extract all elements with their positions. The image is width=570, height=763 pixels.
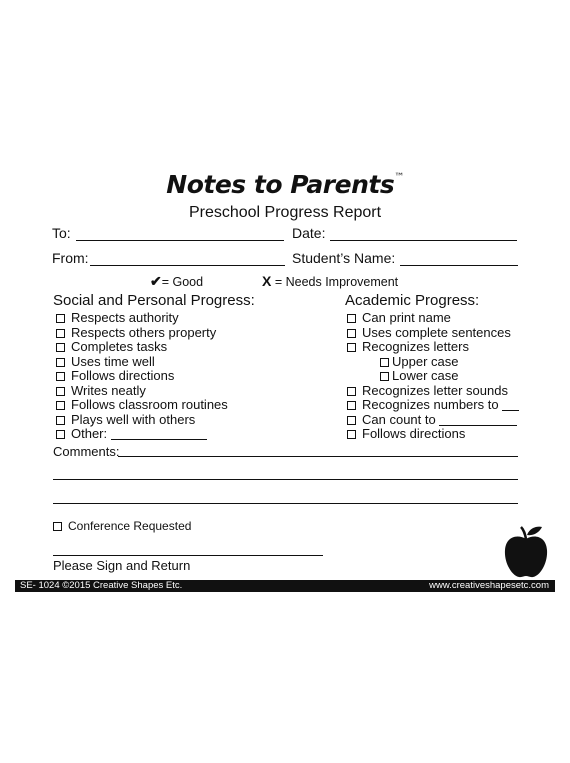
checkbox[interactable] — [56, 372, 65, 381]
list-item — [56, 311, 228, 326]
checkbox[interactable] — [347, 387, 356, 396]
checkbox[interactable] — [380, 358, 389, 367]
checkbox[interactable] — [56, 358, 65, 367]
legend-needs-label: = Needs Improvement — [274, 275, 399, 289]
item-label: Recognizes letters — [362, 339, 469, 354]
item-label: Respects others property — [71, 324, 217, 340]
list-item — [347, 384, 519, 399]
x-mark-icon: X — [262, 273, 272, 289]
legend-good — [150, 273, 203, 290]
checkbox[interactable] — [56, 314, 65, 323]
trademark: ™ — [394, 172, 404, 183]
list-item — [347, 398, 519, 413]
date-label: Date: — [292, 225, 326, 241]
checkbox[interactable] — [347, 314, 356, 323]
list-item — [56, 427, 228, 442]
conference-checkbox[interactable] — [53, 522, 62, 531]
checkbox[interactable] — [347, 430, 356, 439]
title-text: Notes to Parents — [166, 170, 395, 199]
list-item — [347, 427, 519, 442]
legend-good-label: = Good — [161, 275, 204, 289]
checkbox[interactable] — [347, 329, 356, 338]
item-label: Plays well with others — [71, 411, 196, 427]
date-field[interactable] — [330, 240, 517, 241]
to-label: To: — [52, 225, 71, 241]
comments-label: Comments: — [53, 444, 120, 459]
list-item — [56, 398, 228, 413]
item-label: Other: — [71, 426, 108, 441]
item-label: Follows classroom routines — [71, 397, 228, 412]
list-item — [347, 311, 519, 326]
page-title — [0, 170, 570, 199]
item-label: Recognizes numbers to — [362, 397, 499, 412]
comments-line-2[interactable] — [53, 479, 518, 480]
footer-website-link[interactable]: www.creativeshapesetc.com — [429, 580, 549, 591]
academic-heading: Academic Progress: — [345, 292, 480, 309]
other-field[interactable] — [111, 439, 207, 440]
comments-line-1[interactable] — [118, 456, 518, 457]
list-item — [347, 340, 519, 355]
checkbox[interactable] — [56, 416, 65, 425]
page-subtitle: Preschool Progress Report — [188, 204, 382, 221]
from-field[interactable] — [90, 265, 285, 266]
comments-line-3[interactable] — [53, 503, 518, 504]
social-list — [56, 311, 228, 442]
student-name-field[interactable] — [400, 265, 518, 266]
list-item — [347, 413, 519, 428]
checkbox[interactable] — [347, 416, 356, 425]
apple-icon — [503, 525, 549, 578]
item-label: Recognizes letter sounds — [362, 382, 508, 398]
signature-line[interactable] — [53, 555, 323, 556]
list-item — [56, 355, 228, 370]
checkbox[interactable] — [347, 401, 356, 410]
conference-row — [53, 519, 191, 533]
item-label: Lower case — [392, 368, 459, 383]
list-item — [56, 340, 228, 355]
sign-label: Please Sign and Return — [53, 558, 191, 573]
social-heading: Social and Personal Progress: — [53, 292, 255, 309]
list-item — [56, 326, 228, 341]
footer-bar — [15, 580, 555, 592]
checkbox[interactable] — [380, 372, 389, 381]
item-label: Can print name — [362, 310, 451, 325]
conference-label: Conference Requested — [68, 519, 192, 533]
item-label: Upper case — [392, 353, 459, 369]
item-label: Follows directions — [71, 368, 175, 383]
checkbox[interactable] — [56, 329, 65, 338]
from-label: From: — [52, 250, 89, 266]
list-item — [56, 369, 228, 384]
footer-copyright: SE- 1024 ©2015 Creative Shapes Etc. — [20, 580, 183, 591]
list-item — [347, 355, 519, 370]
item-label: Uses complete sentences — [362, 324, 511, 340]
list-item — [56, 384, 228, 399]
item-label: Completes tasks — [71, 339, 168, 354]
student-name-label: Student’s Name: — [292, 250, 396, 266]
checkbox[interactable] — [56, 343, 65, 352]
item-label: Respects authority — [71, 310, 179, 325]
checkmark-icon: ✔ — [150, 273, 162, 289]
academic-list — [347, 311, 519, 442]
checkbox[interactable] — [347, 343, 356, 352]
checkbox[interactable] — [56, 430, 65, 439]
item-label: Uses time well — [71, 353, 155, 369]
checkbox[interactable] — [56, 387, 65, 396]
list-item — [347, 369, 519, 384]
legend-needs — [262, 273, 398, 289]
list-item — [56, 413, 228, 428]
checkbox[interactable] — [56, 401, 65, 410]
item-label: Follows directions — [362, 426, 466, 441]
numbers-to-field[interactable] — [502, 410, 519, 411]
item-label: Can count to — [362, 411, 436, 427]
item-label: Writes neatly — [71, 382, 146, 398]
to-field[interactable] — [76, 240, 284, 241]
list-item — [347, 326, 519, 341]
